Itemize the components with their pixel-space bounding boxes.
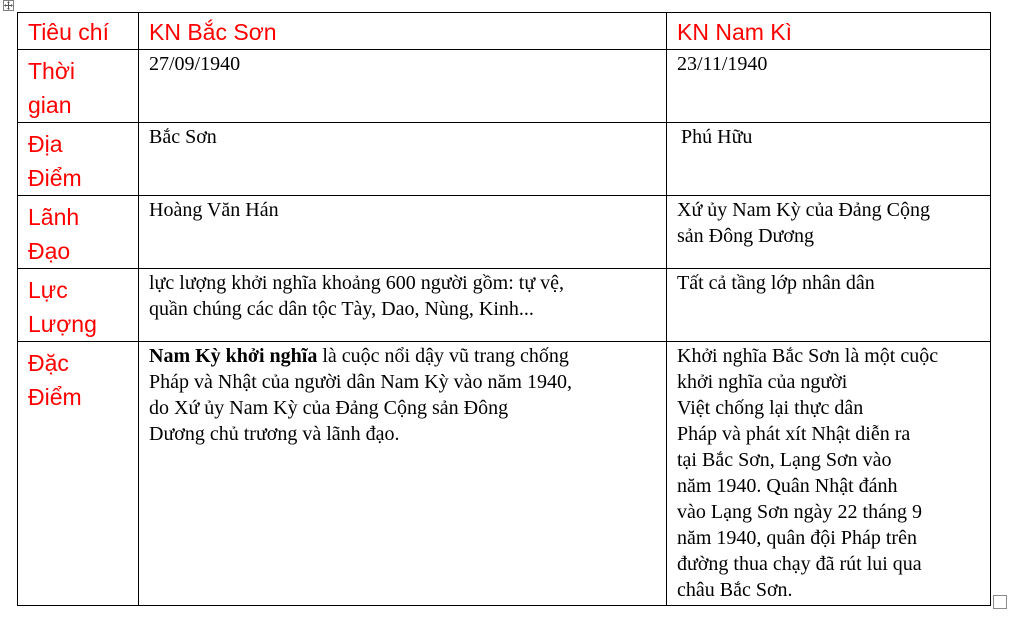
header-criteria-label: Tiêu chí xyxy=(28,19,109,45)
features-nam-ki-line-10: châu Bắc Sơn. xyxy=(677,579,793,601)
cell-features-nam-ki[interactable] xyxy=(667,342,991,606)
row-label-forces-line-2: Lượng xyxy=(28,311,97,337)
cell-time-nam-ki[interactable] xyxy=(667,50,991,123)
row-label-leadership-line-1: Lãnh xyxy=(28,204,80,230)
cell-forces-nam-ki[interactable] xyxy=(667,269,991,342)
cell-time-bac-son[interactable] xyxy=(139,50,667,123)
features-bac-son-bold-lead: Nam Kỳ khởi nghĩa xyxy=(149,345,318,367)
features-nam-ki-text xyxy=(667,342,990,603)
row-label-cell-features[interactable] xyxy=(18,342,139,606)
row-label-features xyxy=(18,342,138,414)
header-cell-nam-ki[interactable] xyxy=(667,13,991,50)
row-label-leadership xyxy=(18,196,138,268)
row-label-cell-forces[interactable] xyxy=(18,269,139,342)
features-nam-ki-line-9: đường thua chạy đã rút lui qua xyxy=(677,553,922,575)
row-label-forces-line-1: Lực xyxy=(28,277,68,303)
features-nam-ki-line-6: năm 1940. Quân Nhật đánh xyxy=(677,475,898,497)
row-label-leadership-line-2: Đạo xyxy=(28,238,71,264)
features-bac-son-line-2: Pháp và Nhật của người dân Nam Kỳ vào năm 1940, xyxy=(149,371,572,393)
time-bac-son-text: 27/09/1940 xyxy=(149,53,241,75)
row-label-cell-place[interactable] xyxy=(18,123,139,196)
features-bac-son-line-3: do Xứ ủy Nam Kỳ của Đảng Cộng sản Đông xyxy=(149,397,509,419)
leadership-nam-ki-text xyxy=(667,196,990,249)
table-move-handle-icon[interactable] xyxy=(3,0,14,11)
table-header-row xyxy=(18,13,991,50)
cell-leadership-nam-ki[interactable] xyxy=(667,196,991,269)
header-bac-son-label: KN Bắc Sơn xyxy=(149,19,277,45)
table-row-place xyxy=(18,123,991,196)
place-nam-ki-text: Phú Hữu xyxy=(681,126,753,148)
leadership-nam-ki-line-2: sản Đông Dương xyxy=(677,225,814,247)
forces-bac-son-line-2: quần chúng các dân tộc Tày, Dao, Nùng, Kinh... xyxy=(149,298,534,320)
cell-leadership-bac-son[interactable] xyxy=(139,196,667,269)
header-cell-criteria[interactable] xyxy=(18,13,139,50)
table-row-leadership xyxy=(18,196,991,269)
features-bac-son-line-1: là cuộc nổi dậy vũ trang chống xyxy=(317,345,569,367)
leadership-nam-ki-line-1: Xứ ủy Nam Kỳ của Đảng Cộng xyxy=(677,199,931,221)
cell-features-bac-son[interactable] xyxy=(139,342,667,606)
table-row-features xyxy=(18,342,991,606)
row-label-features-line-1: Đặc xyxy=(28,350,69,376)
cell-place-bac-son[interactable] xyxy=(139,123,667,196)
row-label-forces xyxy=(18,269,138,341)
row-label-time-line-2: gian xyxy=(28,92,72,118)
table-resize-handle-icon[interactable] xyxy=(993,595,1007,609)
cell-place-nam-ki[interactable] xyxy=(667,123,991,196)
features-nam-ki-line-8: năm 1940, quân đội Pháp trên xyxy=(677,527,917,549)
features-bac-son-text xyxy=(139,342,666,447)
features-nam-ki-line-2: khởi nghĩa của người xyxy=(677,371,848,393)
row-label-cell-leadership[interactable] xyxy=(18,196,139,269)
cell-forces-bac-son[interactable] xyxy=(139,269,667,342)
row-label-time-line-1: Thời xyxy=(28,58,76,84)
forces-nam-ki-text: Tất cả tầng lớp nhân dân xyxy=(677,272,875,294)
row-label-place-line-1: Địa xyxy=(28,131,63,157)
features-nam-ki-line-7: vào Lạng Sơn ngày 22 tháng 9 xyxy=(677,501,922,523)
features-nam-ki-line-1: Khởi nghĩa Bắc Sơn là một cuộc xyxy=(677,345,939,367)
header-cell-bac-son[interactable] xyxy=(139,13,667,50)
features-nam-ki-line-4: Pháp và phát xít Nhật diễn ra xyxy=(677,423,911,445)
time-nam-ki-text: 23/11/1940 xyxy=(677,53,768,75)
forces-bac-son-text xyxy=(139,269,666,322)
row-label-time xyxy=(18,50,138,122)
place-bac-son-text: Bắc Sơn xyxy=(149,126,217,148)
features-bac-son-line-4: Dương chủ trương và lãnh đạo. xyxy=(149,423,400,445)
forces-bac-son-line-1: lực lượng khởi nghĩa khoảng 600 người gồm: tự vệ, xyxy=(149,272,565,294)
comparison-table xyxy=(17,12,991,606)
features-nam-ki-line-5: tại Bắc Sơn, Lạng Sơn vào xyxy=(677,449,892,471)
row-label-cell-time[interactable] xyxy=(18,50,139,123)
table-row-time xyxy=(18,50,991,123)
features-nam-ki-line-3: Việt chống lại thực dân xyxy=(677,397,864,419)
header-nam-ki-label: KN Nam Kì xyxy=(677,19,793,45)
table-row-forces xyxy=(18,269,991,342)
leadership-bac-son-text: Hoàng Văn Hán xyxy=(149,199,279,221)
row-label-place xyxy=(18,123,138,195)
row-label-place-line-2: Điểm xyxy=(28,165,82,191)
row-label-features-line-2: Điểm xyxy=(28,384,82,410)
